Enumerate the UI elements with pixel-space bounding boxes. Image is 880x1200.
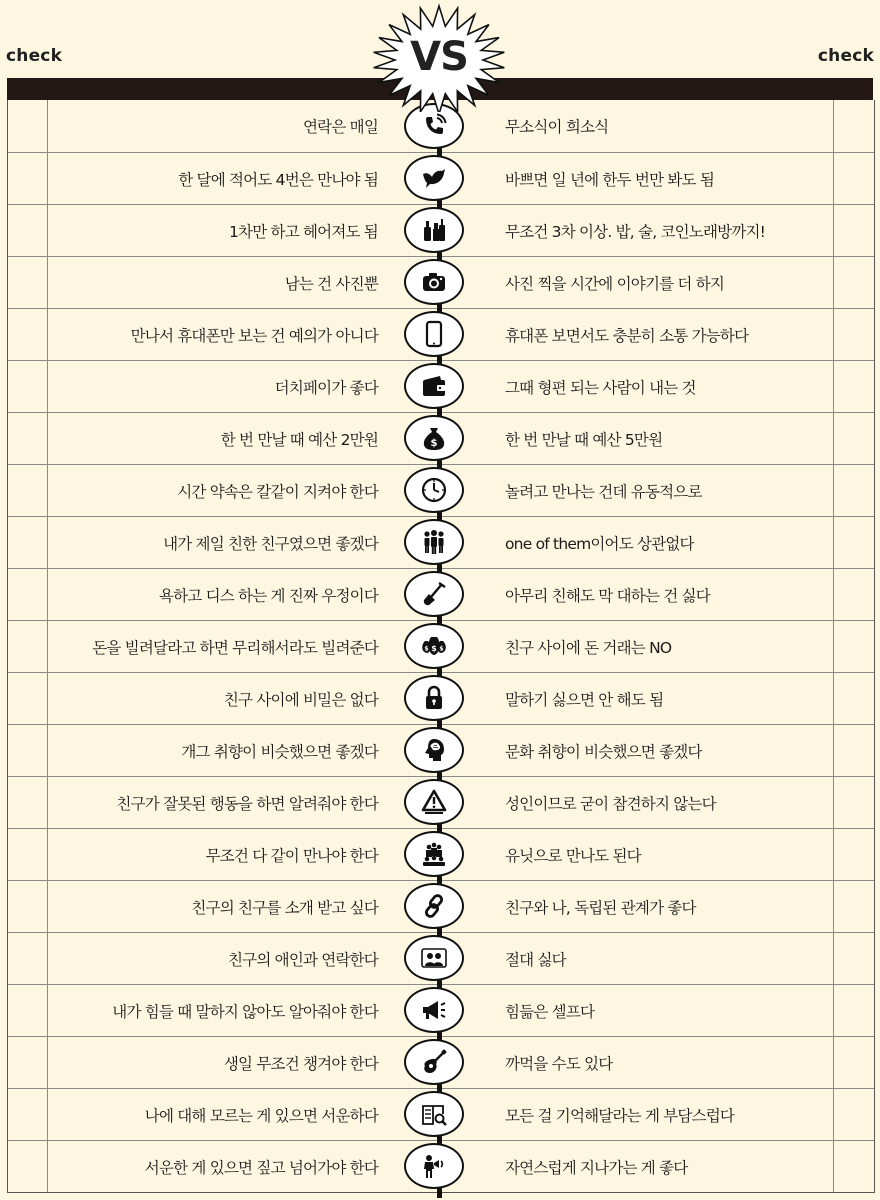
- checkbox-left[interactable]: [8, 517, 48, 568]
- checkbox-right[interactable]: [833, 413, 874, 464]
- megaphone-icon: [404, 987, 464, 1033]
- checkbox-left[interactable]: [8, 621, 48, 672]
- checkbox-left[interactable]: [8, 100, 48, 152]
- checkbox-right[interactable]: [833, 517, 874, 568]
- checkbox-right[interactable]: [833, 257, 874, 308]
- checkbox-right[interactable]: [833, 153, 874, 204]
- checkbox-right[interactable]: [833, 985, 874, 1036]
- checkbox-left[interactable]: [8, 361, 48, 412]
- left-statement: 친구의 친구를 소개 받고 싶다: [191, 898, 378, 917]
- checkbox-left[interactable]: [8, 673, 48, 724]
- left-statement: 남는 건 사진뿐: [284, 274, 378, 293]
- checkbox-left[interactable]: [8, 933, 48, 984]
- right-statement: 무조건 3차 이상. 밥, 술, 코인노래방까지!: [505, 222, 766, 241]
- left-statement: 생일 무조건 챙겨야 한다: [223, 1054, 378, 1073]
- checkbox-right[interactable]: [833, 569, 874, 620]
- left-statement: 내가 제일 친한 친구였으면 좋겠다: [163, 534, 378, 553]
- left-statement: 서운한 게 있으면 짚고 넘어가야 한다: [144, 1158, 378, 1177]
- left-statement: 욕하고 디스 하는 게 진짜 우정이다: [158, 586, 378, 605]
- checkbox-left[interactable]: [8, 985, 48, 1036]
- checkbox-right[interactable]: [833, 881, 874, 932]
- right-statement: 절대 싫다: [505, 950, 566, 969]
- checkbox-left[interactable]: [8, 465, 48, 516]
- right-statement: 성인이므로 굳이 참견하지 않는다: [505, 794, 716, 813]
- left-statement: 만나서 휴대폰만 보는 건 예의가 아니다: [130, 326, 378, 345]
- checkbox-right[interactable]: [833, 465, 874, 516]
- left-statement: 개그 취향이 비슷했으면 좋겠다: [181, 742, 378, 761]
- left-statement: 연락은 매일: [303, 118, 378, 136]
- left-statement: 더치페이가 좋다: [274, 378, 378, 397]
- right-statement: 말하기 싫으면 안 해도 됨: [505, 690, 664, 709]
- right-statement: 자연스럽게 지나가는 게 좋다: [505, 1158, 688, 1177]
- right-statement: 바쁘면 일 년에 한두 번만 봐도 됨: [505, 170, 715, 189]
- wallet-icon: [404, 363, 464, 409]
- right-statement: 아무리 친해도 막 대하는 건 싫다: [505, 586, 710, 605]
- right-statement: one of them이어도 상관없다: [505, 534, 694, 553]
- checkbox-right[interactable]: [833, 1141, 874, 1192]
- people-group-icon: [404, 519, 464, 565]
- dove-icon: [404, 155, 464, 201]
- crowd-icon: [404, 831, 464, 877]
- right-statement: 문화 취향이 비슷했으면 좋겠다: [505, 742, 702, 761]
- right-statement: 유닛으로 만나도 된다: [505, 846, 641, 865]
- checkbox-left[interactable]: [8, 1089, 48, 1140]
- checkbox-right[interactable]: [833, 673, 874, 724]
- speaker-person-icon: [404, 1143, 464, 1189]
- checkbox-left[interactable]: [8, 829, 48, 880]
- left-statement: 나에 대해 모르는 게 있으면 서운하다: [144, 1106, 378, 1125]
- left-statement: 1차만 하고 헤어져도 됨: [228, 222, 378, 241]
- left-statement: 친구 사이에 비밀은 없다: [223, 690, 378, 709]
- right-statement: 까먹을 수도 있다: [505, 1054, 613, 1073]
- couple-icon: [404, 935, 464, 981]
- smartphone-icon: [404, 311, 464, 357]
- bottles-icon: [404, 207, 464, 253]
- checkbox-left[interactable]: [8, 257, 48, 308]
- checkbox-right[interactable]: [833, 100, 874, 152]
- warning-icon: [404, 779, 464, 825]
- checkbox-right[interactable]: [833, 933, 874, 984]
- vs-label: VS: [410, 34, 468, 80]
- right-statement: 무소식이 희소식: [505, 118, 609, 136]
- left-statement: 친구의 애인과 연락한다: [228, 950, 378, 969]
- money-bag-icon: [404, 415, 464, 461]
- left-statement: 무조건 다 같이 만나야 한다: [205, 846, 378, 865]
- lock-icon: [404, 675, 464, 721]
- check-header-left: check: [6, 46, 63, 66]
- check-header-right: check: [817, 46, 874, 66]
- checkbox-left[interactable]: [8, 569, 48, 620]
- svg-text:$: $: [439, 645, 444, 653]
- brain-head-icon: [404, 727, 464, 773]
- left-statement: 내가 힘들 때 말하지 않아도 알아줘야 한다: [112, 1002, 378, 1021]
- left-statement: 친구가 잘못된 행동을 하면 알려줘야 한다: [116, 794, 378, 813]
- checkbox-left[interactable]: [8, 309, 48, 360]
- checkbox-left[interactable]: [8, 1141, 48, 1192]
- right-statement: 힘듦은 셀프다: [505, 1002, 595, 1021]
- left-statement: 한 달에 적어도 4번은 만나야 됨: [178, 170, 378, 189]
- right-statement: 사진 찍을 시간에 이야기를 더 하지: [505, 274, 725, 293]
- checkbox-right[interactable]: [833, 205, 874, 256]
- right-statement: 친구 사이에 돈 거래는 NO: [505, 638, 672, 657]
- link-icon: [404, 883, 464, 929]
- right-statement: 그때 형편 되는 사람이 내는 것: [505, 378, 696, 397]
- camera-icon: [404, 259, 464, 305]
- checkbox-left[interactable]: [8, 153, 48, 204]
- checkbox-left[interactable]: [8, 205, 48, 256]
- right-statement: 휴대폰 보면서도 충분히 소통 가능하다: [505, 326, 749, 345]
- checkbox-right[interactable]: [833, 309, 874, 360]
- right-statement: 한 번 만날 때 예산 5만원: [505, 430, 663, 449]
- svg-text:$: $: [431, 644, 437, 653]
- checkbox-right[interactable]: [833, 829, 874, 880]
- shovel-icon: [404, 571, 464, 617]
- left-statement: 시간 약속은 칼같이 지켜야 한다: [177, 482, 378, 501]
- checkbox-right[interactable]: [833, 1089, 874, 1140]
- checkbox-left[interactable]: [8, 413, 48, 464]
- checkbox-left[interactable]: [8, 725, 48, 776]
- checkbox-left[interactable]: [8, 777, 48, 828]
- svg-text:$: $: [424, 645, 429, 653]
- checkbox-right[interactable]: [833, 1037, 874, 1088]
- checkbox-right[interactable]: [833, 361, 874, 412]
- checkbox-right[interactable]: [833, 777, 874, 828]
- checkbox-right[interactable]: [833, 725, 874, 776]
- right-statement: 놀려고 만나는 건데 유동적으로: [505, 482, 702, 501]
- clock-icon: [404, 467, 464, 513]
- svg-text:$: $: [430, 438, 438, 449]
- checkbox-left[interactable]: [8, 881, 48, 932]
- left-statement: 한 번 만날 때 예산 2만원: [220, 430, 378, 449]
- guitar-icon: [404, 1039, 464, 1085]
- vs-badge: [370, 2, 508, 112]
- left-statement: 돈을 빌려달라고 하면 무리해서라도 빌려준다: [92, 638, 378, 657]
- checkbox-right[interactable]: [833, 621, 874, 672]
- right-statement: 모든 걸 기억해달라는 게 부담스럽다: [505, 1106, 735, 1125]
- right-statement: 친구와 나, 독립된 관계가 좋다: [505, 898, 696, 917]
- money-bags-icon: [404, 623, 464, 669]
- book-search-icon: [404, 1091, 464, 1137]
- checkbox-left[interactable]: [8, 1037, 48, 1088]
